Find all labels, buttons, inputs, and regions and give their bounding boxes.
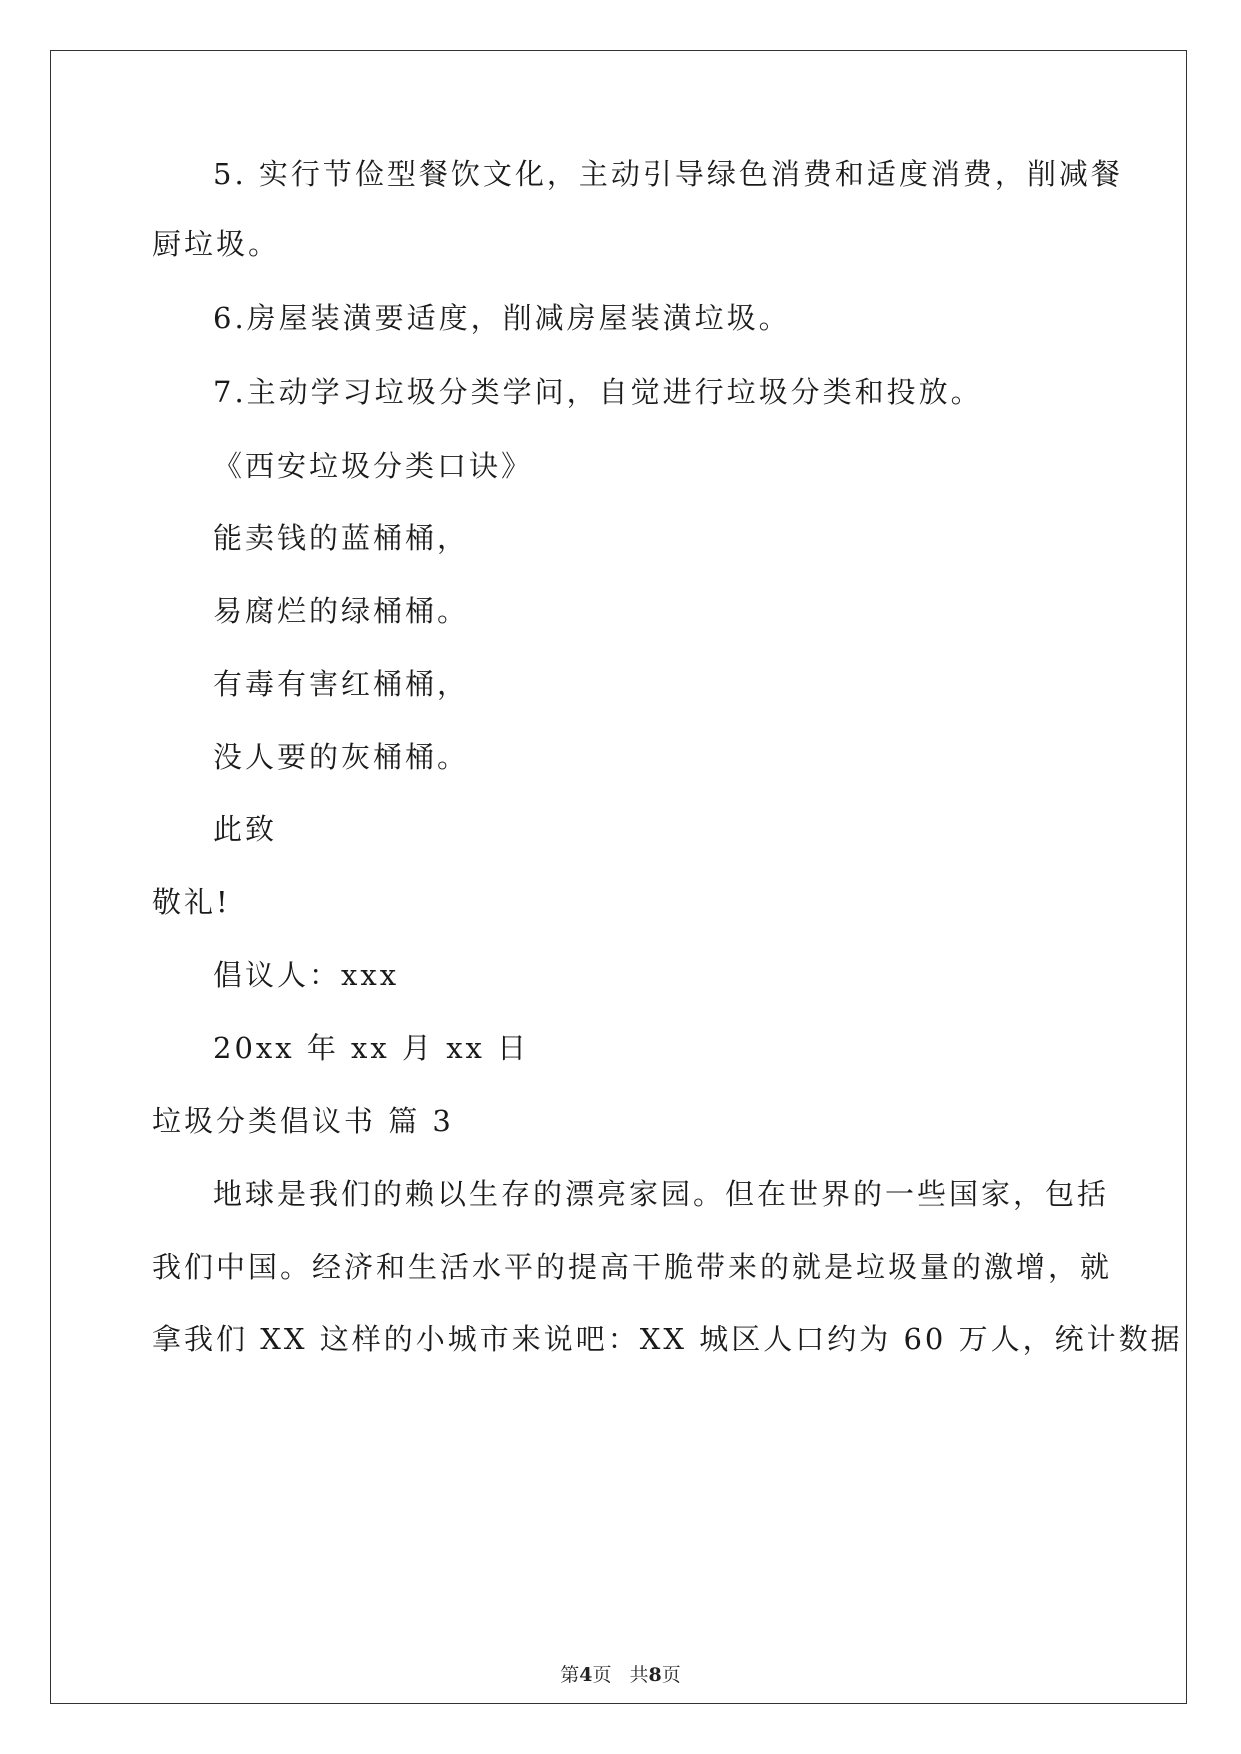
footer-total-pages: 8 — [648, 1664, 662, 1686]
paragraph-item-6: 6.房屋装潢要适度，削减房屋装潢垃圾。 — [213, 301, 791, 335]
poem-line-3: 有毒有害红桶桶， — [213, 667, 470, 701]
footer-total-suffix: 页 — [661, 1664, 681, 1686]
footer-page-suffix: 页 — [592, 1664, 612, 1686]
date-line: 20xx 年 xx 月 xx 日 — [213, 1031, 530, 1065]
paragraph-item-7: 7.主动学习垃圾分类学问，自觉进行垃圾分类和投放。 — [213, 375, 983, 409]
paragraph-item-5-line-1: 5. 实行节俭型餐饮文化，主动引导绿色消费和适度消费，削减餐 — [213, 157, 1123, 191]
paragraph-item-5-line-2: 厨垃圾。 — [152, 227, 281, 261]
paragraph-line-2: 我们中国。经济和生活水平的提高干脆带来的就是垃圾量的激增，就 — [152, 1250, 1113, 1284]
paragraph-line-3: 拿我们 XX 这样的小城市来说吧：XX 城区人口约为 60 万人，统计数据 — [152, 1322, 1183, 1356]
poem-line-4: 没人要的灰桶桶。 — [213, 740, 470, 774]
closing-jing-li: 敬礼! — [152, 885, 231, 919]
closing-ci-zhi: 此致 — [213, 812, 278, 846]
page-border — [50, 50, 1187, 1704]
footer-current-page: 4 — [579, 1664, 593, 1686]
poem-line-1: 能卖钱的蓝桶桶， — [213, 521, 470, 555]
footer-prefix: 第 — [560, 1664, 580, 1686]
page-footer — [0, 1660, 1241, 1687]
signer: 倡议人：xxx — [213, 958, 400, 992]
footer-total-prefix: 共 — [629, 1664, 649, 1686]
poem-line-2: 易腐烂的绿桶桶。 — [213, 594, 470, 628]
poem-title: 《西安垃圾分类口诀》 — [213, 449, 534, 483]
paragraph-line-1: 地球是我们的赖以生存的漂亮家园。但在世界的一些国家，包括 — [213, 1177, 1110, 1211]
section-heading: 垃圾分类倡议书 篇 3 — [152, 1104, 454, 1138]
